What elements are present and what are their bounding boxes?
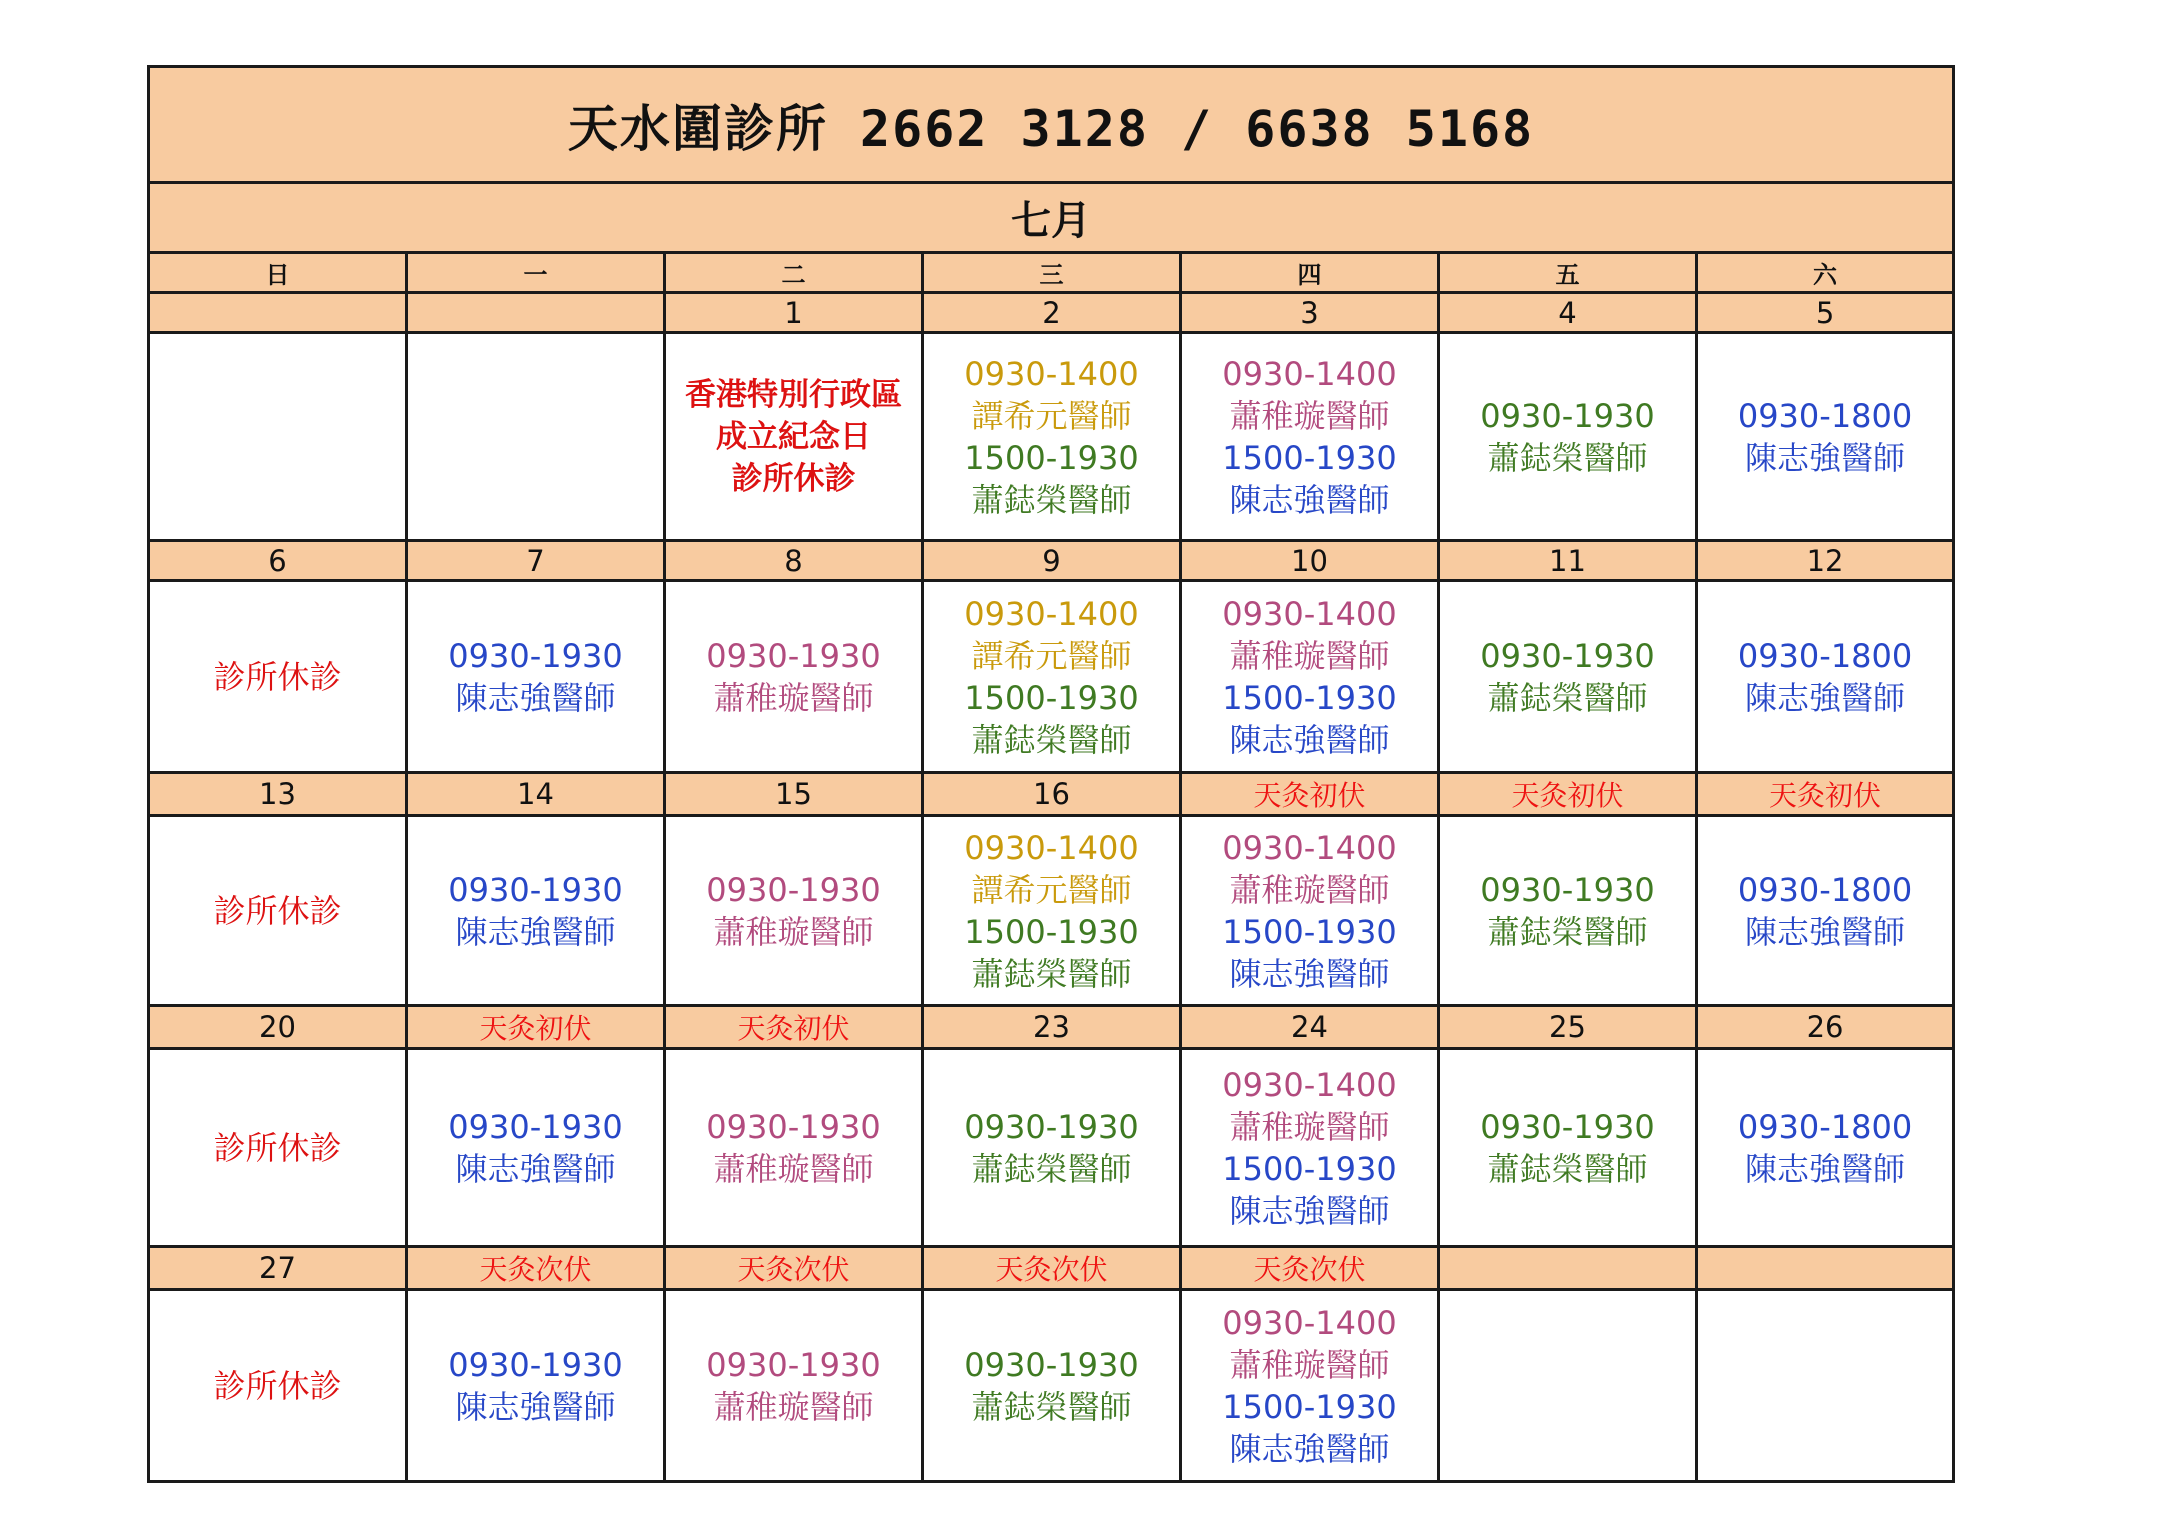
weekday-header: 四 — [1181, 253, 1439, 293]
date-number: 天灸初伏 — [1181, 773, 1439, 816]
doctor-name: 陳志強醫師 — [455, 912, 616, 951]
date-number: 1 — [665, 293, 923, 333]
time-slot: 1500-1930 — [964, 678, 1139, 717]
calendar-body — [149, 67, 1954, 1482]
doctor-name: 陳志強醫師 — [1229, 720, 1390, 759]
title-row — [149, 67, 1954, 183]
doctor-name: 陳志強醫師 — [455, 678, 616, 717]
doctor-name: 陳志強醫師 — [1229, 1429, 1390, 1468]
date-row — [149, 773, 1954, 816]
day-cell — [1181, 333, 1439, 541]
time-slot: 0930-1400 — [964, 828, 1139, 867]
day-cell — [1439, 816, 1697, 1006]
day-cell — [149, 816, 407, 1006]
doctor-name: 陳志強醫師 — [455, 1387, 616, 1426]
doctor-name: 蕭稚璇醫師 — [713, 678, 874, 717]
day-cell — [1697, 333, 1954, 541]
day-cell — [923, 333, 1181, 541]
day-cell — [1181, 1049, 1439, 1247]
clinic-note: 香港特別行政區 — [685, 376, 902, 413]
month-label: 七月 — [149, 183, 1954, 253]
doctor-name: 陳志強醫師 — [455, 1149, 616, 1188]
date-number: 24 — [1181, 1006, 1439, 1049]
day-cell — [407, 581, 665, 773]
time-slot: 1500-1930 — [1222, 1149, 1397, 1188]
doctor-name: 蕭鋕榮醫師 — [1487, 678, 1648, 717]
date-number: 14 — [407, 773, 665, 816]
doctor-name: 蕭鋕榮醫師 — [1487, 912, 1648, 951]
day-cell — [665, 333, 923, 541]
date-row — [149, 541, 1954, 581]
doctor-name: 陳志強醫師 — [1745, 1149, 1906, 1188]
day-cell — [1697, 1290, 1954, 1482]
time-slot: 0930-1930 — [1480, 1107, 1655, 1146]
weekday-header: 三 — [923, 253, 1181, 293]
date-number: 天灸初伏 — [1439, 773, 1697, 816]
clinic-note: 成立紀念日 — [716, 418, 871, 455]
time-slot: 0930-1800 — [1737, 870, 1913, 909]
clinic-note: 診所休診 — [731, 460, 856, 497]
month-row — [149, 183, 1954, 253]
time-slot: 1500-1930 — [1222, 912, 1397, 951]
doctor-name: 譚希元醫師 — [971, 636, 1132, 675]
doctor-name: 譚希元醫師 — [971, 396, 1132, 435]
date-number: 9 — [923, 541, 1181, 581]
date-number: 天灸初伏 — [1697, 773, 1954, 816]
date-row — [149, 1247, 1954, 1290]
date-number: 5 — [1697, 293, 1954, 333]
doctor-name: 蕭鋕榮醫師 — [1487, 438, 1648, 477]
date-number: 7 — [407, 541, 665, 581]
time-slot: 0930-1400 — [964, 354, 1139, 393]
time-slot: 0930-1400 — [1222, 1065, 1397, 1104]
doctor-name: 蕭鋕榮醫師 — [1487, 1149, 1648, 1188]
time-slot: 0930-1930 — [448, 1345, 623, 1384]
doctor-name: 陳志強醫師 — [1745, 438, 1906, 477]
time-slot: 0930-1930 — [964, 1107, 1139, 1146]
time-slot: 0930-1800 — [1737, 636, 1913, 675]
date-number: 6 — [149, 541, 407, 581]
day-cell — [665, 1049, 923, 1247]
day-cell — [923, 816, 1181, 1006]
doctor-name: 蕭稚璇醫師 — [713, 1387, 874, 1426]
date-number: 2 — [923, 293, 1181, 333]
date-number: 25 — [1439, 1006, 1697, 1049]
time-slot: 1500-1930 — [1222, 438, 1397, 477]
date-number: 天灸次伏 — [407, 1247, 665, 1290]
doctor-name: 蕭稚璇醫師 — [1229, 636, 1390, 675]
time-slot: 0930-1930 — [448, 1107, 623, 1146]
doctor-name: 陳志強醫師 — [1745, 678, 1906, 717]
day-cell — [1181, 581, 1439, 773]
time-slot: 0930-1800 — [1737, 396, 1913, 435]
day-cell — [1181, 1290, 1439, 1482]
date-number: 27 — [149, 1247, 407, 1290]
doctor-name: 陳志強醫師 — [1229, 954, 1390, 993]
schedule-calendar — [147, 65, 1955, 1483]
weekday-header: 二 — [665, 253, 923, 293]
doctor-name: 蕭稚璇醫師 — [1229, 1107, 1390, 1146]
doctor-name: 蕭鋕榮醫師 — [971, 1149, 1132, 1188]
clinic-note: 診所休診 — [213, 1128, 342, 1167]
day-cell — [923, 1290, 1181, 1482]
day-cell — [1697, 1049, 1954, 1247]
day-cell — [149, 581, 407, 773]
doctor-name: 蕭鋕榮醫師 — [971, 954, 1132, 993]
day-cell — [407, 1049, 665, 1247]
weekday-row — [149, 253, 1954, 293]
doctor-name: 蕭稚璇醫師 — [1229, 1345, 1390, 1384]
date-number: 天灸初伏 — [665, 1006, 923, 1049]
day-cell — [149, 333, 407, 541]
time-slot: 0930-1400 — [1222, 594, 1397, 633]
date-row — [149, 293, 1954, 333]
time-slot: 0930-1930 — [1480, 396, 1655, 435]
day-cell — [923, 581, 1181, 773]
time-slot: 0930-1930 — [1480, 870, 1655, 909]
day-cell — [1439, 333, 1697, 541]
day-cell — [407, 1290, 665, 1482]
day-cell — [923, 1049, 1181, 1247]
day-cell — [407, 816, 665, 1006]
time-slot: 0930-1930 — [964, 1345, 1139, 1384]
doctor-name: 譚希元醫師 — [971, 870, 1132, 909]
date-number: 16 — [923, 773, 1181, 816]
clinic-note: 診所休診 — [213, 1366, 342, 1405]
day-cell — [1697, 581, 1954, 773]
date-number: 3 — [1181, 293, 1439, 333]
day-cell — [407, 333, 665, 541]
time-slot: 1500-1930 — [964, 912, 1139, 951]
schedule-row — [149, 1290, 1954, 1482]
date-number — [407, 293, 665, 333]
time-slot: 1500-1930 — [1222, 1387, 1397, 1426]
date-number — [149, 293, 407, 333]
time-slot: 1500-1930 — [964, 438, 1139, 477]
day-cell — [665, 581, 923, 773]
time-slot: 0930-1800 — [1737, 1107, 1913, 1146]
weekday-header: 一 — [407, 253, 665, 293]
time-slot: 0930-1400 — [964, 594, 1139, 633]
date-number: 4 — [1439, 293, 1697, 333]
clinic-note: 診所休診 — [213, 891, 342, 930]
time-slot: 0930-1400 — [1222, 828, 1397, 867]
time-slot: 0930-1400 — [1222, 354, 1397, 393]
date-number: 11 — [1439, 541, 1697, 581]
time-slot: 0930-1930 — [706, 1107, 881, 1146]
doctor-name: 蕭鋕榮醫師 — [971, 720, 1132, 759]
day-cell — [1697, 816, 1954, 1006]
schedule-row — [149, 816, 1954, 1006]
time-slot: 0930-1930 — [1480, 636, 1655, 675]
weekday-header: 五 — [1439, 253, 1697, 293]
date-number: 8 — [665, 541, 923, 581]
time-slot: 0930-1930 — [448, 870, 623, 909]
date-number: 13 — [149, 773, 407, 816]
date-number: 12 — [1697, 541, 1954, 581]
time-slot: 1500-1930 — [1222, 678, 1397, 717]
schedule-row — [149, 333, 1954, 541]
date-number: 20 — [149, 1006, 407, 1049]
schedule-row — [149, 1049, 1954, 1247]
date-number — [1697, 1247, 1954, 1290]
day-cell — [149, 1049, 407, 1247]
time-slot: 0930-1930 — [706, 1345, 881, 1384]
date-number: 天灸次伏 — [923, 1247, 1181, 1290]
doctor-name: 蕭稚璇醫師 — [713, 1149, 874, 1188]
doctor-name: 陳志強醫師 — [1229, 1191, 1390, 1230]
doctor-name: 蕭稚璇醫師 — [713, 912, 874, 951]
date-row — [149, 1006, 1954, 1049]
day-cell — [665, 1290, 923, 1482]
date-number: 天灸次伏 — [1181, 1247, 1439, 1290]
day-cell — [149, 1290, 407, 1482]
time-slot: 0930-1930 — [706, 870, 881, 909]
date-number: 15 — [665, 773, 923, 816]
doctor-name: 蕭鋕榮醫師 — [971, 1387, 1132, 1426]
date-number: 天灸次伏 — [665, 1247, 923, 1290]
day-cell — [1439, 1290, 1697, 1482]
day-cell — [665, 816, 923, 1006]
date-number: 23 — [923, 1006, 1181, 1049]
weekday-header: 六 — [1697, 253, 1954, 293]
date-number: 10 — [1181, 541, 1439, 581]
doctor-name: 陳志強醫師 — [1229, 480, 1390, 519]
doctor-name: 蕭鋕榮醫師 — [971, 480, 1132, 519]
date-number: 26 — [1697, 1006, 1954, 1049]
schedule-row — [149, 581, 1954, 773]
date-number: 天灸初伏 — [407, 1006, 665, 1049]
date-number — [1439, 1247, 1697, 1290]
time-slot: 0930-1400 — [1222, 1303, 1397, 1342]
clinic-note: 診所休診 — [213, 657, 342, 696]
doctor-name: 陳志強醫師 — [1745, 912, 1906, 951]
clinic-title: 天水圍診所 2662 3128 / 6638 5168 — [149, 67, 1954, 183]
time-slot: 0930-1930 — [448, 636, 623, 675]
time-slot: 0930-1930 — [706, 636, 881, 675]
day-cell — [1439, 581, 1697, 773]
doctor-name: 蕭稚璇醫師 — [1229, 396, 1390, 435]
day-cell — [1181, 816, 1439, 1006]
weekday-header: 日 — [149, 253, 407, 293]
doctor-name: 蕭稚璇醫師 — [1229, 870, 1390, 909]
day-cell — [1439, 1049, 1697, 1247]
